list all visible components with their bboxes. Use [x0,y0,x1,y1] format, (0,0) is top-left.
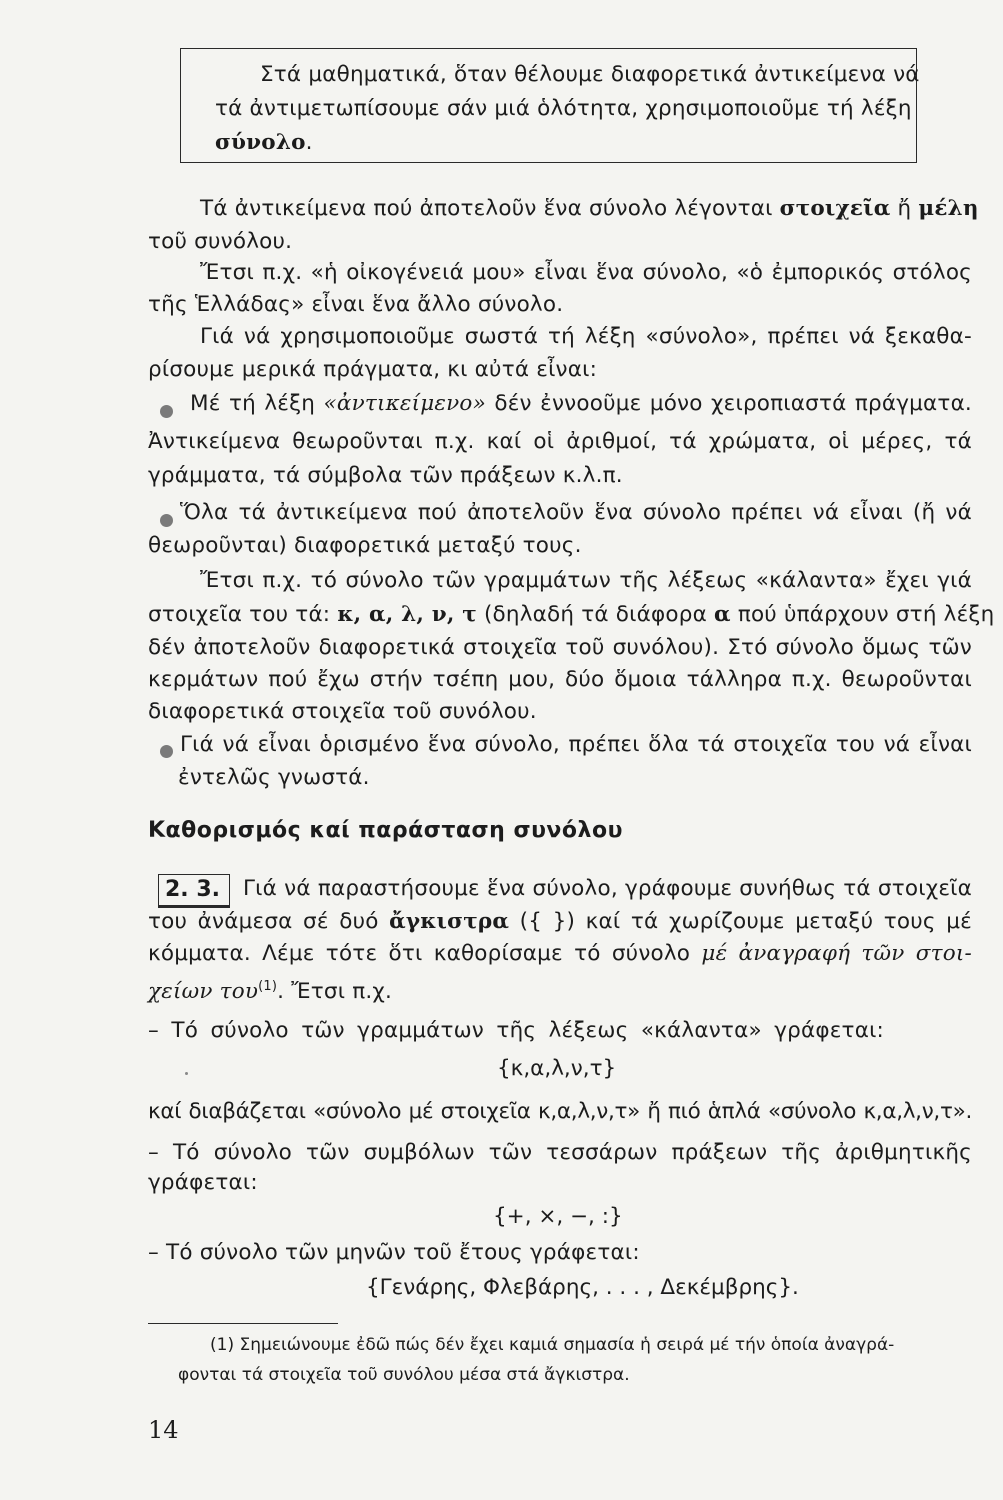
bullet-dot [160,745,173,758]
term-set: σύνολο [215,130,306,155]
bullet2-line-5: δέν ἀποτελοῦν διαφορετικά στοιχεῖα τοῦ συνόλου). Στό σύνολο ὅμως τῶν [148,635,972,660]
term-braces: ἄγκιστρα [389,909,510,934]
footnote-line-2: φονται τά στοιχεῖα τοῦ συνόλου μέσα στά ἄγκιστρα. [178,1365,630,1385]
term-elements: στοιχεῖα [779,196,891,221]
bullet-dot [160,514,173,527]
bullet2-line-2: θεωροῦνται) διαφορετικά μεταξύ τους. [148,533,582,558]
footnote-ref: (1) [258,979,278,994]
para1-line-2: τοῦ συνόλου. [148,229,293,254]
bullet1-line-1: Μέ τή λέξη «ἀντικείμενο» δέν ἐννοοῦμε μόνο χειροπιαστά πράγματα. [190,391,972,416]
letter-alpha: α [714,602,731,627]
print-speck [185,1072,188,1075]
bullet2-line-7: διαφορετικά στοιχεῖα τοῦ συνόλου. [148,699,537,724]
bullet2-line-4: στοιχεῖα του τά: κ, α, λ, ν, τ (δηλαδή τά διάφορα α πού ὑπάρχουν στή λέξη [148,602,995,627]
bullet1-line-2: Ἀντικείμενα θεωροῦνται π.χ. καί οἱ ἀριθμοί, τά χρώματα, οἱ μέρες, τά [148,429,972,454]
example-3: – Τό σύνολο τῶν μηνῶν τοῦ ἔτους γράφεται: [148,1240,640,1265]
example-2-cont: γράφεται: [148,1170,258,1195]
footnote-line-1: (1) Σημειώνουμε ἐδῶ πώς δέν ἔχει καμιά σημασία ἡ σειρά μέ τήν ὁποία ἀναγρά- [210,1335,895,1355]
term-enumeration: μέ ἀναγραφή τῶν στοι- [701,941,972,966]
para1-line-4: τῆς Ἑλλάδας» εἶναι ἕνα ἄλλο σύνολο. [148,292,564,317]
letters-list: κ, α, λ, ν, τ [337,602,477,627]
bullet2-line-6: κερμάτων πού ἔχω στήν τσέπη μου, δύο ὅμοια τάλληρα π.χ. θεωροῦνται [148,667,972,692]
set-letters: {κ,α,λ,ν,τ} [497,1056,617,1081]
section-line-1: Γιά νά παραστήσουμε ἕνα σύνολο, γράφουμε συνήθως τά στοιχεῖα [243,876,972,901]
section-number: 2. 3. [158,874,230,908]
bullet-dot [160,405,173,418]
para2-line-1: Γιά νά χρησιμοποιοῦμε σωστά τή λέξη «σύνολο», πρέπει νά ξεκαθα- [200,324,972,349]
footnote-rule [148,1323,338,1324]
page-number: 14 [148,1416,179,1444]
bullet3-line-2: ἐντελῶς γνωστά. [178,765,370,790]
para1-line-3: Ἔτσι π.χ. «ἡ οἰκογένειά μου» εἶναι ἕνα σύνολο, «ὁ ἐμπορικός στόλος [200,260,972,285]
term-object: «ἀντικείμενο» [323,391,486,416]
section-line-4: χείων του$^{(1)}$. Ἔτσι π.χ. [148,979,393,1005]
section-line-3: κόμματα. Λέμε τότε ὅτι καθορίσαμε τό σύνολο μέ ἀναγραφή τῶν στοι- [148,941,972,966]
box-line-1: Στά μαθηματικά, ὅταν θέλουμε διαφορετικά ἀντικείμενα νά [260,62,920,87]
reading-line: καί διαβάζεται «σύνολο μέ στοιχεῖα κ,α,λ,ν,τ» ἤ πιό ἁπλά «σύνολο κ,α,λ,ν,τ». [148,1099,972,1124]
box-line-3: σύνολο. [215,130,313,155]
example-1: – Τό σύνολο τῶν γραμμάτων τῆς λέξεως «κάλαντα» γράφεται: [148,1018,884,1043]
section-line-2: του ἀνάμεσα σέ δυό ἄγκιστρα ({ }) καί τά χωρίζουμε μεταξύ τους μέ [148,909,972,934]
section-heading: Καθορισμός καί παράσταση συνόλου [148,818,623,843]
bullet2-line-3: Ἔτσι π.χ. τό σύνολο τῶν γραμμάτων τῆς λέξεως «κάλαντα» ἔχει γιά [200,568,972,593]
para2-line-2: ρίσουμε μερικά πράγματα, κι αὐτά εἶναι: [148,357,598,382]
set-months: {Γενάρης, Φλεβάρης, . . . , Δεκέμβρης}. [366,1275,799,1300]
example-2: – Τό σύνολο τῶν συμβόλων τῶν τεσσάρων πράξεων τῆς ἀριθμητικῆς [148,1140,972,1165]
para1-line-1: Τά ἀντικείμενα πού ἀποτελοῦν ἕνα σύνολο λέγονται στοιχεῖα ἤ μέλη [200,196,979,221]
bullet3-line-1: Γιά νά εἶναι ὁρισμένο ἕνα σύνολο, πρέπει ὅλα τά στοιχεῖα του νά εἶναι [180,732,972,757]
bullet2-line-1: Ὅλα τά ἀντικείμενα πού ἀποτελοῦν ἕνα σύνολο πρέπει νά εἶναι (ἤ νά [180,500,972,525]
box-line-2: τά ἀντιμετωπίσουμε σάν μιά ὁλότητα, χρησιμοποιοῦμε τή λέξη [215,96,912,121]
term-members: μέλη [918,196,979,221]
set-operations: {+, ×, −, :} [493,1204,623,1229]
bullet1-line-3: γράμματα, τά σύμβολα τῶν πράξεων κ.λ.π. [148,463,623,488]
